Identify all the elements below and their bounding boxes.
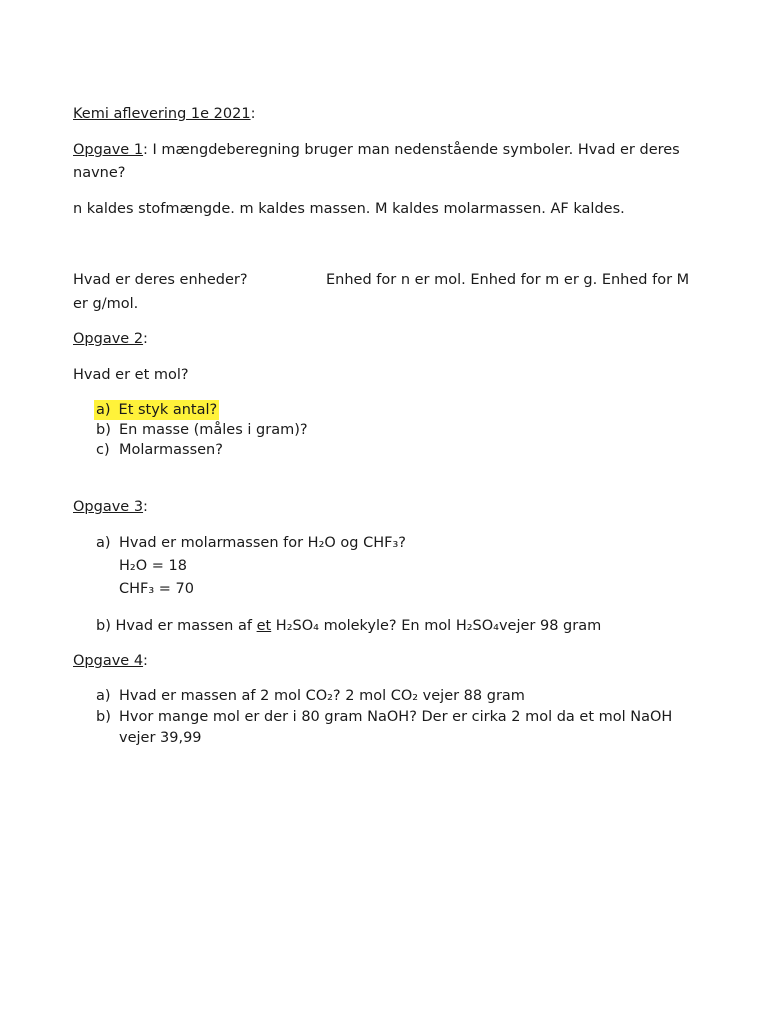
opgave1-units-question: Hvad er deres enheder? bbox=[73, 272, 248, 288]
option-marker: b) bbox=[96, 709, 111, 725]
opgave2-question: Hvad er et mol? bbox=[73, 367, 189, 383]
question-text-pre: b) Hvad er massen af bbox=[96, 618, 257, 634]
option-marker: c) bbox=[96, 442, 110, 458]
opgave4-heading bbox=[73, 651, 148, 671]
opgave1-question-line1 bbox=[73, 140, 680, 160]
opgave3-heading bbox=[73, 497, 148, 517]
highlighted-answer bbox=[94, 400, 219, 420]
option-marker: a) bbox=[96, 535, 111, 551]
opgave3-label: Opgave 3 bbox=[73, 499, 144, 515]
option-text: Molarmassen? bbox=[119, 442, 223, 458]
option-marker: a) bbox=[96, 402, 111, 418]
opgave3-answer-chf3: CHF₃ = 70 bbox=[119, 581, 194, 597]
option-marker: b) bbox=[96, 422, 111, 438]
opgave3-answer-h2o: H₂O = 18 bbox=[119, 558, 187, 574]
opgave1-question-text: I mængdeberegning bruger man nedenstående symboler. Hvad er deres bbox=[147, 142, 680, 158]
opgave1-label: Opgave 1 bbox=[73, 142, 144, 158]
title-text: Kemi aflevering 1e 2021 bbox=[73, 106, 251, 122]
document-title bbox=[73, 104, 255, 124]
opgave2-heading bbox=[73, 329, 148, 349]
question-text: Hvad er massen af 2 mol CO₂? 2 mol CO₂ vejer 88 gram bbox=[119, 688, 525, 704]
opgave1-answer-names: n kaldes stofmængde. m kaldes massen. M kaldes molarmassen. AF kaldes. bbox=[73, 201, 625, 217]
option-text: En masse (måles i gram)? bbox=[119, 422, 308, 438]
opgave1-units-answer-line1: Enhed for n er mol. Enhed for m er g. Enhed for M bbox=[326, 272, 690, 288]
opgave3-part-b bbox=[96, 616, 601, 636]
opgave4-label: Opgave 4 bbox=[73, 653, 144, 669]
opgave3-colon: : bbox=[143, 499, 148, 515]
option-marker: a) bbox=[96, 688, 111, 704]
underlined-word: et bbox=[256, 618, 272, 634]
opgave2-label: Opgave 2 bbox=[73, 331, 144, 347]
opgave1-question-line2: navne? bbox=[73, 165, 126, 181]
opgave2-colon: : bbox=[143, 331, 148, 347]
question-text: Hvad er molarmassen for H₂O og CHF₃? bbox=[119, 535, 406, 551]
opgave4-colon: : bbox=[143, 653, 148, 669]
question-text: Hvor mange mol er der i 80 gram NaOH? Der er cirka 2 mol da et mol NaOH bbox=[119, 709, 673, 725]
opgave1-colon: : bbox=[143, 142, 148, 158]
opgave1-units-answer-line2: er g/mol. bbox=[73, 296, 139, 312]
opgave4-part-b-line2: vejer 39,99 bbox=[119, 730, 202, 746]
question-text-post: H₂SO₄ molekyle? En mol H₂SO₄vejer 98 gram bbox=[271, 618, 602, 634]
option-text: Et styk antal? bbox=[118, 402, 218, 418]
title-colon: : bbox=[250, 106, 256, 122]
